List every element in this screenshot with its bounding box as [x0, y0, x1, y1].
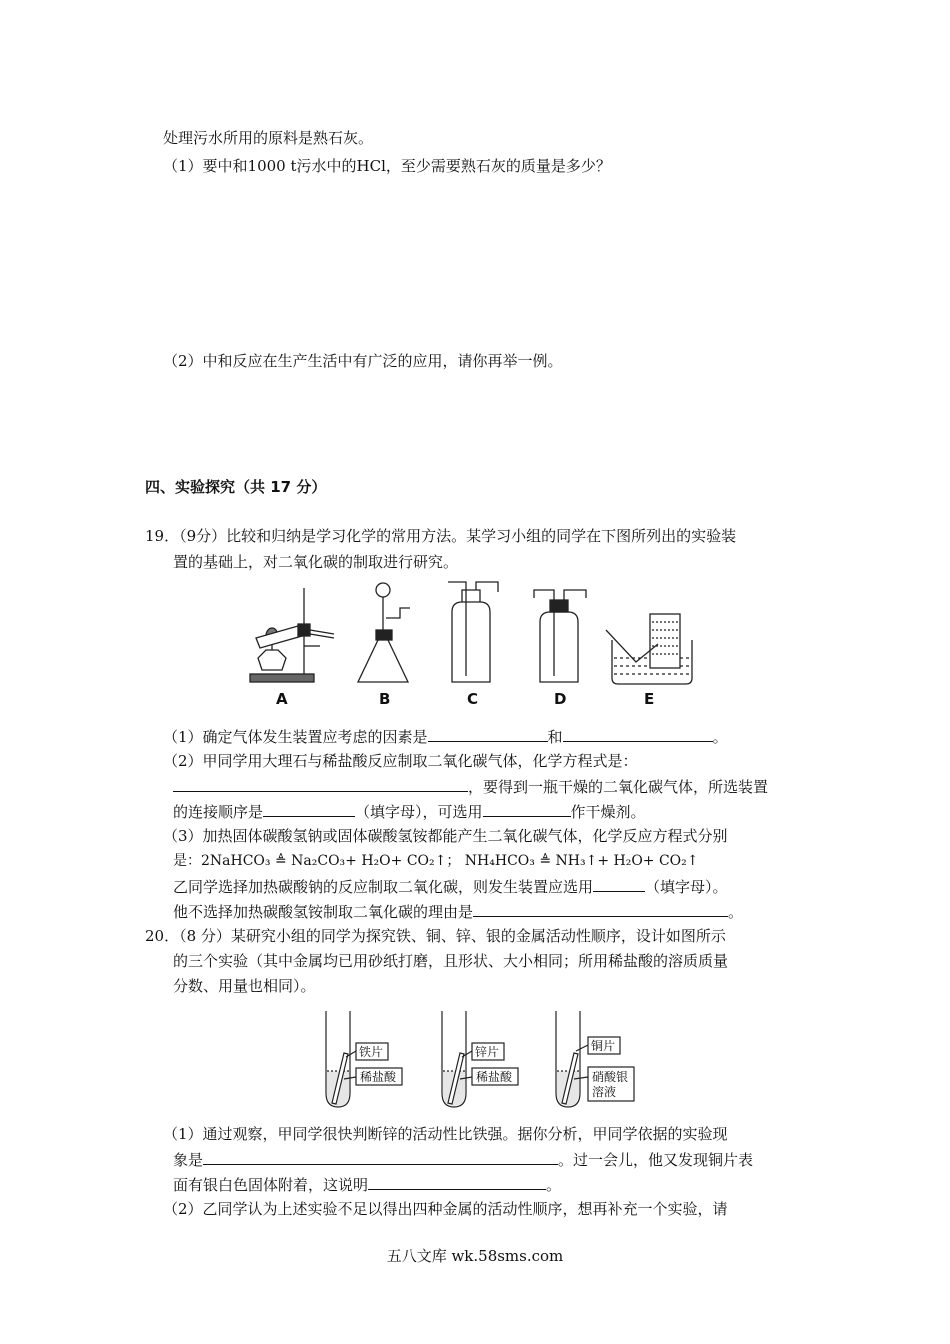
section-title: 四、实验探究（共 17 分） — [145, 478, 327, 496]
q20-stem-line3: 分数、用量也相同）。 — [173, 977, 316, 995]
test-tubes-figure — [318, 1005, 648, 1115]
apparatus-e — [606, 614, 692, 684]
label-d: D — [554, 690, 567, 708]
blank[interactable] — [203, 1149, 558, 1165]
blank[interactable] — [473, 901, 728, 917]
q18-part2: （2）中和反应在生产生活中有广泛的应用，请你再举一例。 — [163, 352, 563, 370]
q19-sub3-end: 。 — [728, 903, 744, 921]
q19-sub3-line3 — [173, 876, 728, 897]
q20-sub1-explain: 面有银白色固体附着，这说明 — [173, 1176, 369, 1194]
tube2-solution-label: 稀盐酸 — [476, 1070, 513, 1084]
tube3-solution-label-2: 溶液 — [592, 1085, 617, 1099]
q19-sub1-and: 和 — [547, 728, 563, 746]
label-a: A — [276, 690, 288, 708]
test-tube-1 — [326, 1011, 402, 1107]
tube1-solution-label: 稀盐酸 — [360, 1070, 397, 1084]
blank[interactable] — [368, 1174, 546, 1190]
test-tube-2 — [442, 1011, 518, 1107]
q20-stem-line1: 20．（8 分）某研究小组的同学为探究铁、铜、锌、银的金属活动性顺序，设计如图所示 — [145, 927, 726, 945]
q19-sub2-line1: （2）甲同学用大理石与稀盐酸反应制取二氧化碳气体，化学方程式是： — [163, 752, 638, 770]
q19-sub2-fill: （填字母），可选用 — [355, 803, 483, 821]
q19-sub2-line3 — [173, 801, 646, 822]
q20-sub1-line1: （1）通过观察，甲同学很快判断锌的活动性比铁强。据你分析，甲同学依据的实验现 — [163, 1125, 728, 1143]
q19-sub2-order: 的连接顺序是 — [173, 803, 264, 821]
q19-sub3-line4 — [173, 901, 743, 922]
tube3-metal-label: 铜片 — [591, 1039, 616, 1053]
blank[interactable] — [428, 726, 548, 742]
q19-stem-line1: 19．（9分）比较和归纳是学习化学的常用方法。某学习小组的同学在下图所列出的实验装 — [145, 527, 737, 545]
blank[interactable] — [483, 801, 571, 817]
q20-sub1-line3 — [173, 1174, 561, 1195]
apparatus-c — [448, 582, 498, 682]
apparatus-d — [534, 590, 586, 682]
q20-stem-line2: 的三个实验（其中金属均已用砂纸打磨，且形状、大小相同；所用稀盐酸的溶质质量 — [173, 952, 729, 970]
page-footer: 五八文库 wk.58sms.com — [386, 1247, 564, 1265]
q19-sub3-equations: 是：2NaHCO₃ ≜ Na₂CO₃+ H₂O+ CO₂↑； NH₄HCO₃ ≜ NH₃↑+ H₂O+ CO₂↑ — [173, 853, 699, 869]
blank[interactable] — [173, 776, 468, 792]
tube3-solution-label-1: 硝酸银 — [592, 1070, 629, 1084]
q19-sub1 — [163, 726, 728, 747]
tube1-metal-label: 铁片 — [359, 1045, 384, 1059]
q18-part1: （1）要中和1000 t污水中的HCl，至少需要熟石灰的质量是多少？ — [163, 157, 611, 175]
label-b: B — [379, 690, 391, 708]
q19-sub2-text: ，要得到一瓶干燥的二氧化碳气体，所选装置 — [468, 778, 769, 796]
q20-sub1-phenomenon: 象是 — [173, 1151, 204, 1169]
q19-sub2-line2 — [173, 776, 768, 797]
blank[interactable] — [563, 726, 713, 742]
q20-sub1-line2 — [173, 1149, 753, 1170]
q19-sub3-reason: 他不选择加热碳酸氢铵制取二氧化碳的理由是 — [173, 903, 474, 921]
q19-sub3-line1: （3）加热固体碳酸氢钠或固体碳酸氢铵都能产生二氧化碳气体，化学反应方程式分别 — [163, 827, 728, 845]
q19-sub3-fill: （填字母）。 — [645, 878, 728, 896]
apparatus-a — [250, 588, 334, 682]
q19-sub2-drying: 作干燥剂。 — [570, 803, 646, 821]
q19-sub1-text: （1）确定气体发生装置应考虑的因素是 — [163, 728, 428, 746]
q19-stem-line2: 置的基础上，对二氧化碳的制取进行研究。 — [173, 553, 459, 571]
label-c: C — [467, 690, 479, 708]
tube2-metal-label: 锌片 — [475, 1045, 500, 1059]
q18-intro: 处理污水所用的原料是熟石灰。 — [163, 129, 374, 147]
apparatus-b — [358, 583, 410, 682]
q20-sub1-end: 。 — [546, 1176, 562, 1194]
q19-sub1-end: 。 — [712, 728, 728, 746]
blank[interactable] — [593, 876, 645, 892]
blank[interactable] — [263, 801, 355, 817]
q20-sub2-line1: （2）乙同学认为上述实验不足以得出四种金属的活动性顺序，想再补充一个实验，请 — [163, 1200, 728, 1218]
gas-apparatus-figure — [240, 578, 700, 708]
q19-sub3-choice: 乙同学选择加热碳酸钠的反应制取二氧化碳，则发生装置应选用 — [173, 878, 594, 896]
q20-sub1-continue: 。过一会儿，他又发现铜片表 — [558, 1151, 754, 1169]
label-e: E — [644, 690, 655, 708]
